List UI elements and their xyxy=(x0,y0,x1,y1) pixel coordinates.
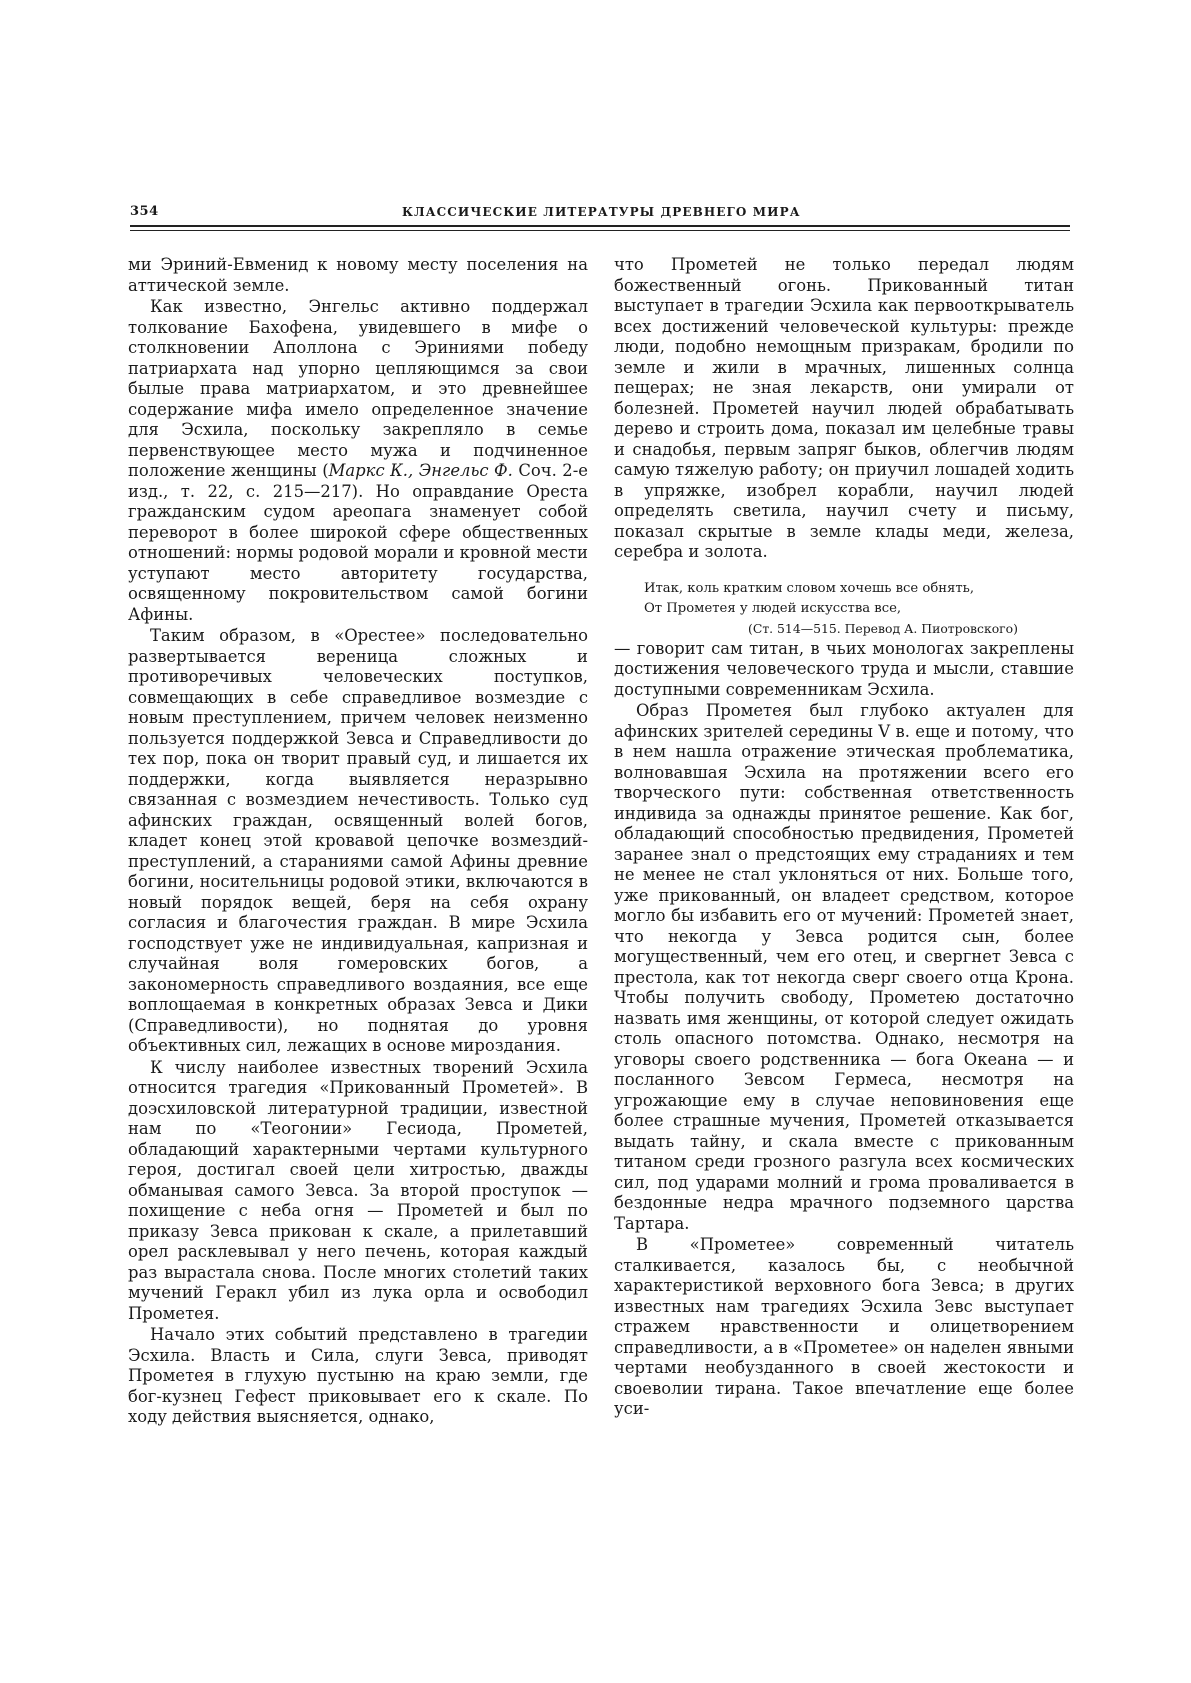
paragraph xyxy=(128,297,588,625)
paragraph-text: Как известно, Энгельс активно поддержал толкование Бахофена, увидевшего в мифе о столкновении Аполлона с Эриниями победу патриархата над упорно цепляющимся за свои былые права матриархатом, и это древнейшее содержание мифа имело определенное значение для Эсхила, поскольку закрепляло в семье первенствующее место мужа и подчиненное положение женщины ( xyxy=(128,297,588,480)
page-header xyxy=(130,204,1070,224)
paragraph: — говорит сам титан, в чьих монологах закреплены достижения человеческого труда и мысли, ставшие доступными современникам Эсхила. xyxy=(614,638,1074,699)
running-title: КЛАССИЧЕСКИЕ ЛИТЕРАТУРЫ ДРЕВНЕГО МИРА xyxy=(402,205,801,219)
left-column xyxy=(128,255,588,1428)
paragraph: В «Прометее» современный читатель сталкивается, казалось бы, с необычной характеристикой верховного бога Зевса; в других известных нам трагедиях Эсхила Зевс выступает стражем нравственности и олицетворением справедливости, а в «Прометее» он наделен явными чертами необузданного в своей жестокости и своеволии тирана. Такое впечатление еще более уси- xyxy=(614,1235,1074,1418)
verse-quote xyxy=(644,579,1074,639)
verse-citation: (Ст. 514—515. Перевод А. Пиотровского) xyxy=(748,620,1018,636)
paragraph: что Прометей не только передал людям божественный огонь. Прикованный титан выступает в трагедии Эсхила как первооткрыватель всех достижений человеческой культуры: прежде люди, подобно немощным призракам, бродили по земле и жили в мрачных, лишенных солнца пещерах; не зная лекарств, они умирали от болезней. Прометей научил людей обрабатывать дерево и строить дома, показал им целебные травы и снадобья, первым запряг быков, облегчив людям самую тяжелую работу; он приучил лошадей ходить в упряжке, изобрел корабли, научил людей определять светила, научил счету и письму, показал скрытые в земле клады меди, железа, серебра и золота. xyxy=(614,255,1074,561)
header-rule xyxy=(130,225,1070,227)
verse-line: Итак, коль кратким словом хочешь все обнять, xyxy=(644,580,975,596)
paragraph: Таким образом, в «Орестее» последовательно развертывается вереница сложных и противоречивых человеческих поступков, совмещающих в себе справедливое возмездие с новым преступлением, причем человек неизменно пользуется поддержкой Зевса и Справедливости до тех пор, пока он творит правый суд, и лишается их поддержки, когда выявляется неразрывно связанная с возмездием нечестивость. Только суд афинских граждан, освященный волей богов, кладет конец этой кровавой цепочке возмездий-преступлений, а стараниями самой Афины древние богини, носительницы родовой этики, включаются в новый порядок вещей, беря на себя охрану согласия и благочестия граждан. В мире Эсхила господствует уже не индивидуальная, капризная и случайная воля гомеровских богов, а закономерность справедливого воздаяния, все еще воплощаемая в конкретных образах Зевса и Дики (Справедливости), но поднятая до уровня объективных сил, лежащих в основе мироздания. xyxy=(128,626,588,1055)
verse-line: От Прометея у людей искусства все, xyxy=(644,600,902,616)
page-number: 354 xyxy=(130,204,159,219)
citation-authors: Маркс К., Энгельс Ф. xyxy=(328,461,513,480)
right-column xyxy=(614,255,1074,1420)
paragraph: К числу наиболее известных творений Эсхила относится трагедия «Прикованный Прометей». В доэсхиловской литературной традиции, известной нам по «Теогонии» Гесиода, Прометей, обладающий характерными чертами культурного героя, достигал своей цели хитростью, дважды обманывая самого Зевса. За второй проступок — похищение с неба огня — Прометей и был по приказу Зевса прикован к скале, а прилетавший орел расклевывал у него печень, которая каждый раз вырастала снова. После многих столетий таких мучений Геракл убил из лука орла и освободил Прометея. xyxy=(128,1057,588,1323)
paragraph: Образ Прометея был глубоко актуален для афинских зрителей середины V в. еще и потому, что в нем нашла отражение этическая проблематика, волновавшая Эсхила на протяжении всего его творческого пути: собственная ответственность индивида за однажды принятое решение. Как бог, обладающий способностью предвидения, Прометей заранее знал о предстоящих ему страданиях и тем не менее не стал уклоняться от них. Больше того, уже прикованный, он владеет средством, которое могло бы избавить его от мучений: Прометей знает, что некогда у Зевса родится сын, более могущественный, чем его отец, и свергнет Зевса с престола, как тот некогда сверг своего отца Крона. Чтобы получить свободу, Прометею достаточно назвать имя женщины, от которой следует ожидать столь опасного потомства. Однако, несмотря на уговоры своего родственника — бога Океана — и посланного Зевсом Гермеса, несмотря на угрожающие ему в случае неповиновения еще более страшные мучения, Прометей отказывается выдать тайну, и скала вместе с прикованным титаном среди грозного разгула всех космических сил, под ударами молний и грома проваливается в бездонные недра мрачного подземного царства Тартара. xyxy=(614,701,1074,1233)
header-rule-thin xyxy=(130,230,1070,231)
paragraph: ми Эриний-Евменид к новому месту поселения на аттической земле. xyxy=(128,255,588,295)
paragraph: Начало этих событий представлено в трагедии Эсхила. Власть и Сила, слуги Зевса, приводят Прометея в глухую пустыню на краю земли, где бог-кузнец Гефест приковывает его к скале. По ходу действия выясняется, однако, xyxy=(128,1325,588,1426)
paragraph-text: Соч. 2-е изд., т. 22, с. 215—217). Но оправдание Ореста гражданским судом ареопага знаменует собой переворот в более широкой сфере общественных отношений: нормы родовой морали и кровной мести уступают место авторитету государства, освященному покровительством самой богини Афины. xyxy=(128,461,588,624)
